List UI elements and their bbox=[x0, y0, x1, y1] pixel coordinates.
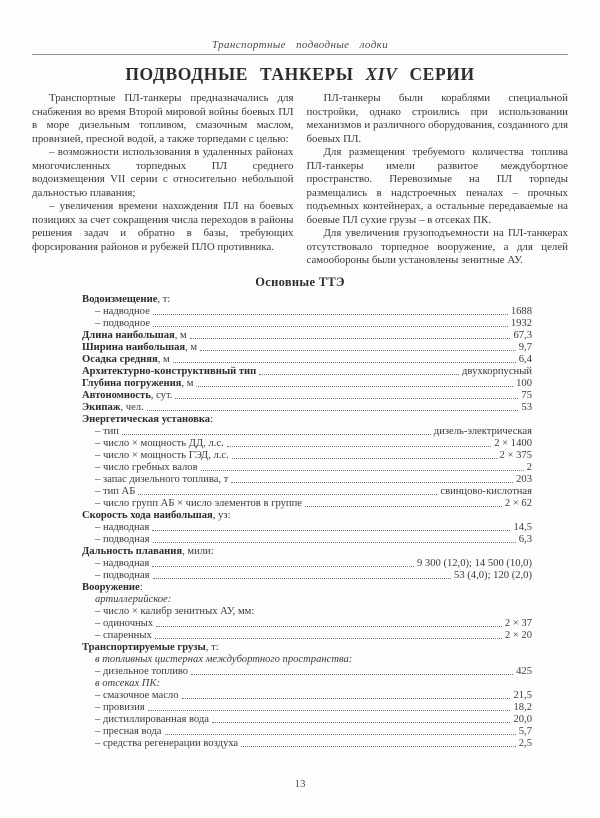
spec-value: 203 bbox=[516, 473, 532, 485]
spec-label-bold: Длина наибольшая bbox=[82, 329, 175, 341]
spec-label-bold: Ширина наибольшая bbox=[82, 341, 186, 353]
spec-label-plain: – дистиллированная вода bbox=[95, 713, 209, 725]
spec-row bbox=[82, 714, 532, 726]
page-title bbox=[32, 63, 568, 85]
spec-row bbox=[82, 318, 532, 330]
spec-row bbox=[82, 378, 532, 390]
spec-row bbox=[82, 474, 532, 486]
dot-leader bbox=[148, 710, 511, 711]
specs-heading: Основные ТТЭ bbox=[255, 274, 345, 289]
spec-row bbox=[82, 498, 532, 510]
dot-leader bbox=[231, 482, 513, 483]
spec-row bbox=[82, 666, 532, 678]
running-head: Транспортные подводные лодки bbox=[211, 39, 389, 51]
spec-label-plain: – подводная bbox=[95, 569, 150, 581]
spec-row bbox=[82, 522, 532, 534]
spec-label bbox=[82, 294, 170, 306]
spec-label-bold: Архитектурно-конструктивный тип bbox=[82, 365, 257, 377]
spec-label-rest: , уз: bbox=[212, 509, 231, 521]
spec-value: 53 (4,0); 120 (2,0) bbox=[454, 569, 532, 581]
spec-label bbox=[95, 666, 188, 678]
spec-label bbox=[95, 522, 149, 534]
spec-value: 9 300 (12,0); 14 500 (10,0) bbox=[416, 557, 532, 569]
spec-value: 100 bbox=[516, 377, 532, 389]
dot-leader bbox=[191, 674, 513, 675]
dot-leader bbox=[153, 542, 516, 543]
spec-label-rest: : bbox=[210, 413, 214, 425]
spec-value: 18,2 bbox=[513, 701, 532, 713]
dot-leader bbox=[156, 626, 502, 627]
spec-label-plain: – подводная bbox=[95, 533, 150, 545]
intro-paragraph: Транспортные ПЛ-танкеры предназначались для снабжения во время Второй мировой войны боевых ПЛ в море дизельным топливом, смазочным маслом, провизией, пресной водой, а также торпедами с целью: bbox=[32, 92, 294, 145]
spec-label bbox=[82, 378, 193, 390]
dot-leader bbox=[201, 470, 524, 471]
spec-row bbox=[82, 510, 532, 522]
spec-value: 2 × 1400 bbox=[494, 437, 532, 449]
spec-value: 2 × 62 bbox=[504, 497, 532, 509]
dot-leader bbox=[155, 638, 502, 639]
spec-label-rest: , т: bbox=[205, 641, 219, 653]
spec-value: 2 × 37 bbox=[504, 617, 532, 629]
spec-label-plain: – запас дизельного топлива, т bbox=[95, 473, 229, 485]
spec-label-italic: в отсеках ПК: bbox=[95, 677, 161, 689]
spec-label-plain: – дизельное топливо bbox=[95, 665, 189, 677]
spec-label-plain: – число гребных валов bbox=[95, 461, 198, 473]
dot-leader bbox=[190, 338, 511, 339]
spec-label bbox=[82, 402, 144, 414]
dot-leader bbox=[153, 578, 451, 579]
spec-label-plain: – надводное bbox=[95, 305, 150, 317]
spec-label bbox=[95, 474, 228, 486]
spec-label bbox=[95, 534, 150, 546]
spec-label bbox=[95, 306, 150, 318]
spec-row bbox=[82, 426, 532, 438]
spec-label bbox=[95, 462, 198, 474]
spec-value: 20,0 bbox=[513, 713, 532, 725]
spec-label bbox=[82, 390, 172, 402]
spec-row bbox=[82, 342, 532, 354]
spec-value: 6,4 bbox=[518, 353, 532, 365]
intro-paragraph: ПЛ-танкеры были кораблями специальной постройки, однако строились при использовании механизмов и различного оборудования, созданного для боевых ПЛ. bbox=[306, 92, 568, 145]
spec-row bbox=[82, 690, 532, 702]
spec-label bbox=[95, 738, 238, 750]
spec-row bbox=[82, 462, 532, 474]
spec-label-bold: Экипаж bbox=[82, 401, 121, 413]
dot-leader bbox=[173, 362, 516, 363]
spec-label-bold: Глубина погружения bbox=[82, 377, 182, 389]
spec-label bbox=[82, 642, 219, 654]
spec-row bbox=[82, 642, 532, 654]
spec-value: 1688 bbox=[510, 305, 532, 317]
header-rule bbox=[32, 54, 568, 55]
spec-label-bold: Вооружение bbox=[82, 581, 140, 593]
spec-row bbox=[82, 594, 532, 606]
spec-label-plain: – пресная вода bbox=[95, 725, 162, 737]
spec-row bbox=[82, 366, 532, 378]
spec-value: 5,7 bbox=[518, 725, 532, 737]
dot-leader bbox=[147, 410, 519, 411]
spec-value: дизель-электрическая bbox=[433, 425, 532, 437]
spec-label-rest: , м bbox=[174, 329, 187, 341]
spec-value: 67,3 bbox=[513, 329, 532, 341]
spec-row bbox=[82, 726, 532, 738]
spec-label-plain: – число × мощность ГЭД, л.с. bbox=[95, 449, 229, 461]
spec-label-plain: – тип bbox=[95, 425, 119, 437]
spec-row bbox=[82, 570, 532, 582]
intro-right-column bbox=[307, 92, 569, 268]
spec-label-bold: Скорость хода наибольшая bbox=[82, 509, 213, 521]
spec-value: 14,5 bbox=[513, 521, 532, 533]
spec-value: 9,7 bbox=[518, 341, 532, 353]
spec-value: 2,5 bbox=[518, 737, 532, 749]
dot-leader bbox=[165, 734, 516, 735]
spec-row bbox=[82, 702, 532, 714]
spec-label bbox=[82, 354, 170, 366]
dot-leader bbox=[182, 698, 511, 699]
spec-label-plain: – провизия bbox=[95, 701, 145, 713]
dot-leader bbox=[200, 350, 516, 351]
spec-row bbox=[82, 438, 532, 450]
dot-leader bbox=[175, 398, 518, 399]
spec-label bbox=[95, 438, 224, 450]
spec-row bbox=[82, 486, 532, 498]
spec-label bbox=[82, 582, 143, 594]
spec-value: 425 bbox=[516, 665, 532, 677]
spec-label-italic: в топливных цистернах междубортного пространства: bbox=[95, 653, 353, 665]
page-header bbox=[32, 39, 568, 55]
title-text-tail: СЕРИИ bbox=[409, 64, 475, 84]
spec-label bbox=[95, 654, 352, 666]
spec-label-bold: Осадка средняя bbox=[82, 353, 158, 365]
spec-label bbox=[82, 330, 187, 342]
spec-value: 2 × 20 bbox=[504, 629, 532, 641]
spec-row bbox=[82, 450, 532, 462]
spec-label-plain: – число × калибр зенитных АУ, мм: bbox=[95, 605, 255, 617]
spec-row bbox=[82, 606, 532, 618]
spec-label-plain: – смазочное масло bbox=[95, 689, 179, 701]
intro-paragraph: – увеличения времени нахождения ПЛ на боевых позициях за счет сокращения числа переходов в районы решения задач и обратно в базы, требующих форсирования районов и рубежей ПЛО противника. bbox=[32, 200, 294, 253]
spec-label-bold: Транспортируемые грузы bbox=[82, 641, 206, 653]
spec-label bbox=[95, 570, 150, 582]
spec-row bbox=[82, 558, 532, 570]
spec-value: двухкорпусный bbox=[462, 365, 532, 377]
spec-row bbox=[82, 654, 532, 666]
page-number: 13 bbox=[294, 778, 306, 790]
spec-label bbox=[95, 618, 153, 630]
spec-label bbox=[95, 726, 162, 738]
spec-value: 75 bbox=[521, 389, 532, 401]
spec-label-italic: артиллерийское: bbox=[95, 593, 172, 605]
spec-row bbox=[82, 582, 532, 594]
spec-label-plain: – тип АБ bbox=[95, 485, 136, 497]
spec-label-bold: Водоизмещение bbox=[82, 293, 158, 305]
spec-label-bold: Автономность bbox=[82, 389, 151, 401]
spec-row bbox=[82, 630, 532, 642]
spec-row bbox=[82, 294, 532, 306]
spec-row bbox=[82, 402, 532, 414]
dot-leader bbox=[196, 386, 513, 387]
spec-label bbox=[95, 702, 145, 714]
spec-label bbox=[82, 366, 256, 378]
title-series-numeral: XIV bbox=[365, 64, 398, 84]
dot-leader bbox=[212, 722, 510, 723]
spec-label bbox=[95, 498, 302, 510]
spec-label-rest: : bbox=[139, 581, 143, 593]
spec-label bbox=[82, 546, 214, 558]
spec-label bbox=[95, 690, 179, 702]
spec-label bbox=[95, 714, 209, 726]
spec-label-rest: , чел. bbox=[120, 401, 144, 413]
spec-label bbox=[95, 426, 119, 438]
spec-label bbox=[95, 486, 135, 498]
spec-label-plain: – число групп АБ × число элементов в группе bbox=[95, 497, 302, 509]
spec-row bbox=[82, 678, 532, 690]
spec-row bbox=[82, 354, 532, 366]
spec-label-rest: , т: bbox=[157, 293, 171, 305]
spec-row bbox=[82, 414, 532, 426]
spec-row bbox=[82, 306, 532, 318]
spec-label-plain: – подводное bbox=[95, 317, 151, 329]
spec-label bbox=[82, 414, 213, 426]
spec-label-plain: – надводная bbox=[95, 557, 150, 569]
spec-label-rest: , м bbox=[157, 353, 170, 365]
spec-label-plain: – средства регенерации воздуха bbox=[95, 737, 239, 749]
dot-leader bbox=[152, 530, 510, 531]
spec-value: 53 bbox=[521, 401, 532, 413]
dot-leader bbox=[259, 374, 459, 375]
spec-label-plain: – одиночных bbox=[95, 617, 154, 629]
dot-leader bbox=[122, 434, 431, 435]
spec-row bbox=[82, 738, 532, 750]
spec-label-rest: , мили: bbox=[182, 545, 214, 557]
spec-label bbox=[95, 678, 160, 690]
spec-value: 1932 bbox=[510, 317, 532, 329]
spec-row bbox=[82, 534, 532, 546]
spec-label bbox=[95, 450, 229, 462]
spec-row bbox=[82, 546, 532, 558]
specs-list bbox=[82, 294, 532, 750]
title-text: ПОДВОДНЫЕ ТАНКЕРЫ bbox=[125, 64, 354, 84]
dot-leader bbox=[152, 566, 414, 567]
intro-left-column bbox=[32, 92, 294, 268]
dot-leader bbox=[153, 314, 508, 315]
spec-value: 2 bbox=[526, 461, 532, 473]
intro-text bbox=[32, 92, 568, 268]
spec-row bbox=[82, 618, 532, 630]
spec-label bbox=[82, 510, 231, 522]
spec-label-plain: – надводная bbox=[95, 521, 150, 533]
intro-paragraph: Для увеличения грузоподъемности на ПЛ-танкерах отсутствовало торпедное вооружение, а для целей самообороны были установлены зенитные АУ. bbox=[306, 227, 568, 266]
intro-paragraph: – возможности использования в удаленных районах многочисленных торпедных ПЛ среднего водоизмещения VII серии с относительно небольшой дальностью плавания; bbox=[32, 146, 294, 199]
spec-label-rest: , сут. bbox=[150, 389, 173, 401]
spec-label bbox=[95, 630, 152, 642]
spec-label-rest: , м bbox=[181, 377, 194, 389]
spec-value: 2 × 375 bbox=[499, 449, 532, 461]
spec-label bbox=[95, 606, 254, 618]
spec-label-rest: , м bbox=[185, 341, 198, 353]
spec-label bbox=[95, 558, 149, 570]
dot-leader bbox=[153, 326, 508, 327]
dot-leader bbox=[232, 458, 497, 459]
spec-label-plain: – спаренных bbox=[95, 629, 152, 641]
spec-row bbox=[82, 330, 532, 342]
dot-leader bbox=[305, 506, 502, 507]
intro-paragraph: Для размещения требуемого количества топлива ПЛ-танкеры имели развитое междубортное пространство. Перевозимые на ПЛ торпеды размещались в надстроечных пеналах – прочных подъемных контейнерах, а остальные передаваемые на боевые ПЛ сухие грузы – в отсеках ПК. bbox=[306, 146, 568, 226]
spec-label-bold: Энергетическая установка bbox=[82, 413, 211, 425]
spec-label bbox=[95, 318, 150, 330]
spec-label-bold: Дальность плавания bbox=[82, 545, 183, 557]
dot-leader bbox=[227, 446, 492, 447]
spec-row bbox=[82, 390, 532, 402]
spec-label-plain: – число × мощность ДД, л.с. bbox=[95, 437, 224, 449]
spec-value: 21,5 bbox=[513, 689, 532, 701]
dot-leader bbox=[241, 746, 516, 747]
spec-value: 6,3 bbox=[518, 533, 532, 545]
spec-value: свинцово-кислотная bbox=[440, 485, 532, 497]
spec-label bbox=[82, 342, 197, 354]
spec-label bbox=[95, 594, 171, 606]
dot-leader bbox=[138, 494, 437, 495]
